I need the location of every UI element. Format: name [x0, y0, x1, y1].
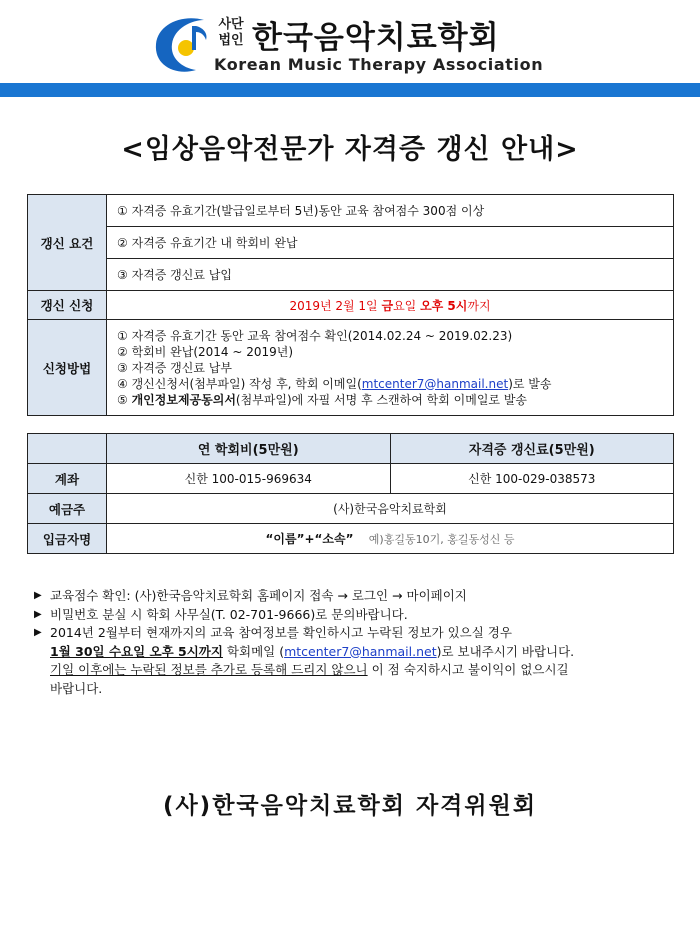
email-link[interactable]: mtcenter7@hanmail.net — [284, 643, 437, 659]
bullet-arrow-icon: ▶ — [34, 627, 42, 638]
notes-section — [34, 587, 674, 698]
account-membership: 신한 100-015-969634 — [107, 464, 391, 494]
email-link[interactable]: mtcenter7@hanmail.net — [361, 376, 509, 391]
bullet-arrow-icon: ▶ — [34, 608, 42, 620]
depositor-label: 입금자명 — [28, 524, 107, 554]
depositor-example: 예)홍길동10기, 홍길동성신 등 — [368, 533, 515, 546]
header-divider-bar — [0, 83, 700, 97]
renewal-info-table — [27, 194, 674, 416]
page-title: <임상음악전문가 자격증 갱신 안내> — [121, 134, 579, 165]
account-renewal: 신한 100-029-038573 — [390, 464, 674, 494]
holder-value: (사)한국음악치료학회 — [107, 494, 674, 524]
note-item: ▶ 2014년 2월부터 현재까지의 교육 참여정보를 확인하시고 누락된 정보가 있으실 경우 — [34, 624, 674, 643]
note-warning: 기일 이후에는 누락된 정보를 추가로 등록해 드리지 않으니 — [50, 662, 368, 677]
condition-item: ② 자격증 유효기간 내 학회비 완납 — [107, 227, 674, 259]
note-continuation: 바랍니다. — [50, 680, 103, 696]
note-item: ▶ 교육점수 확인: (사)한국음악치료학회 홈페이지 접속 → 로그인 → 마이페이지 — [34, 587, 674, 606]
note-continuation: 1월 30일 수요일 오후 5시까지 학회메일 (mtcenter7@hanmail.net)로 보내주시기 바랍니다. — [50, 643, 575, 659]
org-name-english: Korean Music Therapy Association — [214, 55, 544, 74]
note-deadline: 1월 30일 수요일 오후 5시까지 — [50, 643, 223, 659]
corner-cell — [28, 434, 107, 464]
note-item: ▶ 비밀번호 분실 시 학회 사무실(T. 02-701-9666)로 문의바랍니다. — [34, 606, 674, 625]
method-label: 신청방법 — [28, 320, 107, 416]
depositor-value: “이름”+“소속” 예)홍길동10기, 홍길동성신 등 — [107, 524, 674, 554]
method-list: ① 자격증 유효기간 동안 교육 참여점수 확인(2014.02.24 ~ 2019.02.23) ② 학회비 완납(2014 ~ 2019년) ③ 자격증 갱신료 납부 ④ 갱신신청서(첨부파일) 작성 후, 학회 이메일(mtcenter7@hanmail.net)로 발송 ⑤ 개인정보제공동의서(첨부파일)에 자필 서명 후 스캔하여 학회 이메일로 발송 — [107, 320, 674, 416]
col-membership-fee: 연 학회비(5만원) — [107, 434, 391, 464]
condition-item: ③ 자격증 갱신료 납입 — [107, 259, 674, 291]
col-renewal-fee: 자격증 갱신료(5만원) — [390, 434, 674, 464]
application-deadline: 2019년 2월 1일 금요일 오후 5시까지 — [107, 291, 674, 320]
bullet-arrow-icon: ▶ — [34, 590, 42, 601]
header — [0, 0, 700, 100]
application-label: 갱신 신청 — [28, 291, 107, 320]
payment-table — [27, 433, 674, 554]
note-continuation: 기일 이후에는 누락된 정보를 추가로 등록해 드리지 않으니 이 점 숙지하시고 불이익이 없으시길 — [50, 662, 569, 677]
condition-item: ① 자격증 유효기간(발급일로부터 5년)동안 교육 참여점수 300점 이상 — [107, 195, 674, 227]
footer-signature: (사)한국음악치료학회 자격위원회 — [162, 793, 538, 819]
account-label: 계좌 — [28, 464, 107, 494]
org-name-korean: 한국음악치료학회 — [252, 20, 500, 56]
corporation-type: 사단 법인 — [218, 17, 244, 48]
music-note-logo-icon — [152, 14, 216, 76]
holder-label: 예금주 — [28, 494, 107, 524]
conditions-label: 갱신 요건 — [28, 195, 107, 291]
